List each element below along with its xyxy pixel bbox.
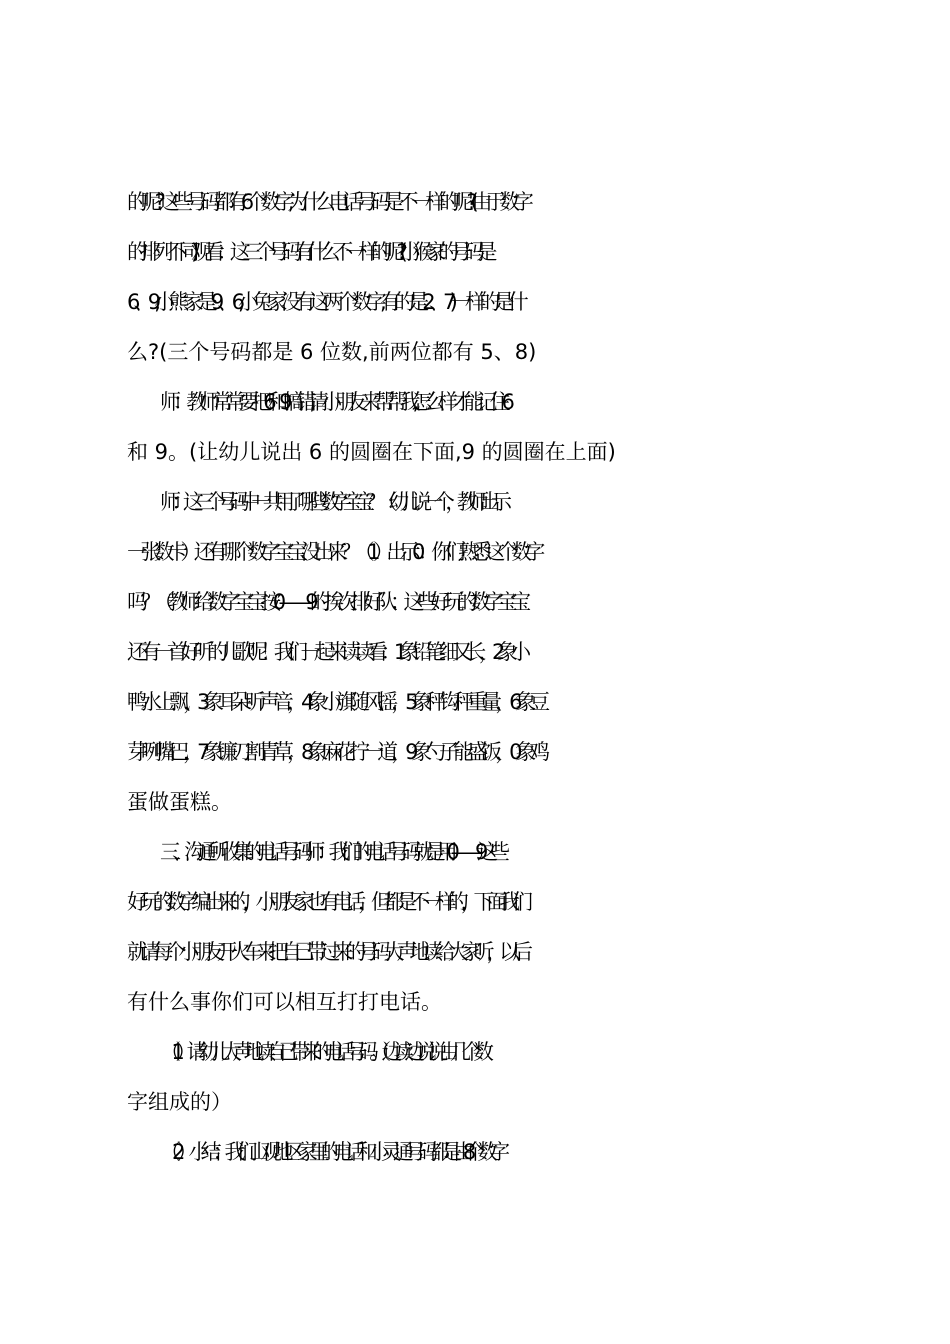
text-line-16: 就请每个小朋友开火车来把自己带过来的号码大声地读给大家听，以后: [127, 940, 525, 964]
text-line-14: 三、沟通所收集的电话号码师：我们的电话号码就是用 0——9 这些: [160, 840, 502, 864]
text-line-10: 还有一首好听的儿歌呢！我们一起来读读看：1 象铅笔细又长，2 象小: [127, 640, 524, 664]
text-line-3: 6、9,小熊家是 9、6,小兔家没有这两个数字,有的是 2、7)一样的是什: [127, 290, 522, 314]
text-line-6: 和 9。(让幼儿说出 6 的圆圈在下面,9 的圆圈在上面): [127, 440, 616, 464]
text-line-8: 一张数卡）还有哪个数字宝宝没出来？（1）出示 0：你们熟悉这个数字: [127, 540, 538, 564]
text-line-4: 么?(三个号码都是 6 位数,前两位都有 5、8): [127, 340, 537, 364]
text-line-12: 芽咧嘴巴，7 象镰刀割青草，8 象麻花拧一道，9 象勺子能盛饭，0 象鸡: [127, 740, 544, 764]
text-line-20: （2）小结：我们山观地区家里的电话和小灵通号码都是由 8 个数字: [160, 1140, 502, 1164]
text-line-5: 师：教师常常要把 6 和 9 搞错,请小朋友来帮帮我,怎么样才能记住 6: [160, 390, 507, 414]
text-line-15: 好玩的数字编出来的，小朋友家也有电话，但都是不一样的，下面我们: [127, 890, 525, 914]
text-line-19: 字组成的）: [127, 1090, 232, 1114]
text-line-1: 的呢?这些号码都有 6 个数字,为什么电话号码是不一样的呢?(由于数字: [127, 190, 527, 214]
text-line-11: 鸭水上飘，3 象耳朵听声音，4 象小旗随风摇，5 象秤钩秤重量，6 象豆: [127, 690, 544, 714]
text-line-2: 的排列不同)观看：这三个号码有什么不一样的呢?(小猴家的号码是: [127, 240, 490, 264]
text-line-17: 有什么事你们可以相互打打电话。: [127, 990, 442, 1014]
text-line-13: 蛋做蛋糕。: [127, 790, 232, 814]
text-line-7: 师：这三个号码中一共用了哪些数字宝宝？（幼儿说一个，教师出示: [160, 490, 503, 514]
text-line-9: 吗？（教师给数字宝宝按 0——9 的挨次排好队：这些好玩的数字宝宝: [127, 590, 524, 614]
text-line-18: （1）请幼儿大声地读自己带来的电话号码。（边读边说说由几个数: [160, 1040, 485, 1064]
